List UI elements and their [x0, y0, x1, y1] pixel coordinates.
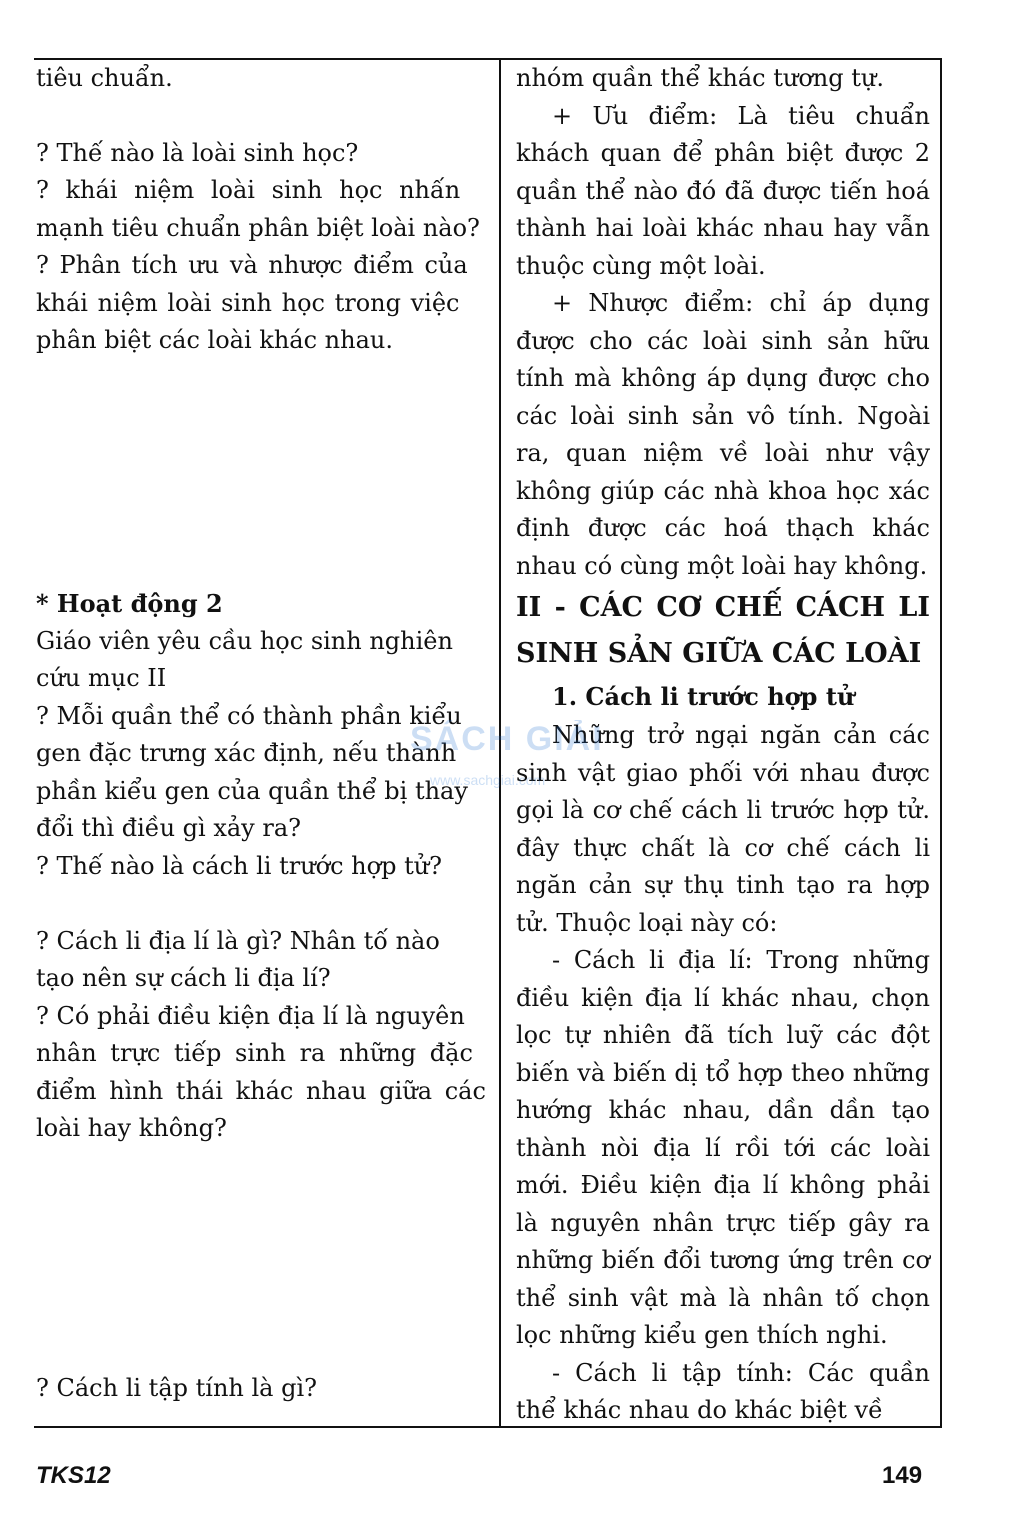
left-text-line: ? Thế nào là cách li trước hợp tử? — [36, 852, 443, 880]
left-text-line: ? Có phải điều kiện địa lí là nguyên — [36, 1002, 465, 1030]
left-text-line: đổi thì điều gì xảy ra? — [36, 814, 301, 842]
activity-heading: * Hoạt động 2 — [36, 589, 223, 618]
left-text-line: phân biệt các loài khác nhau. — [36, 326, 393, 354]
subsection-heading: 1. Cách li trước hợp tử — [552, 682, 855, 711]
watermark-url: www.sachgiai.com — [430, 772, 546, 788]
left-text-line: ? Phân tích ưu và nhược điểm của — [36, 251, 468, 279]
left-text-line: ? Thế nào là loài sinh học? — [36, 139, 359, 167]
left-text-line: ? Cách li địa lí là gì? Nhân tố nào — [36, 927, 440, 955]
left-text-line: tạo nên sự cách li địa lí? — [36, 964, 331, 992]
behavioral-isolation-paragraph: - Cách li tập tính: Các quần thể khác nhau do khác biệt về — [516, 1358, 930, 1424]
left-text-line: điểm hình thái khác nhau giữa các — [36, 1077, 486, 1105]
left-text-line: phần kiểu gen của quần thể bị thay — [36, 777, 468, 805]
left-text-line: ? khái niệm loài sinh học nhấn — [36, 176, 461, 204]
watermark-text: SÁCH GIẢI — [410, 720, 604, 758]
section-heading: II - CÁC CƠ CHẾ CÁCH LI SINH SẢN GIỮA CÁC LOÀI — [516, 592, 930, 669]
answer-paragraph: nhóm quần thể khác tương tự. — [516, 64, 884, 92]
disadvantage-paragraph: + Nhược điểm: chỉ áp dụng được cho các loài sinh sản hữu tính mà không áp dụng được cho các loài sinh sản vô tính. Ngoài ra, quan niệm về loài như vậy không giúp các nhà khoa học xác định được các hoá thạch khác nhau có cùng một loài hay không. — [516, 289, 930, 580]
left-text-line: loài hay không? — [36, 1114, 227, 1142]
left-text-line: ? Cách li tập tính là gì? — [36, 1374, 318, 1402]
page-number: 149 — [882, 1462, 923, 1489]
answer-paragraph: Những trở ngại ngăn cản các sinh vật giao phối với nhau được gọi là cơ chế cách li trước hợp tử. đây thực chất là cơ chế cách li ngăn cản sự thụ tinh tạo ra hợp tử. Thuộc loại này có: — [516, 721, 930, 937]
left-text-line: ? Mỗi quần thể có thành phần kiểu — [36, 702, 462, 730]
advantage-paragraph: + Ưu điểm: Là tiêu chuẩn khách quan để phân biệt được 2 quần thể nào đó đã được tiến hoá thành hai loài khác nhau hay vẫn thuộc cùng một loài. — [516, 101, 930, 280]
left-text-line: gen đặc trưng xác định, nếu thành — [36, 739, 457, 767]
column-divider — [499, 58, 501, 1428]
left-text-line: nhân trực tiếp sinh ra những đặc — [36, 1039, 473, 1067]
left-text-line: cứu mục II — [36, 664, 167, 692]
right-column-answers — [516, 60, 930, 1430]
left-text-line: khái niệm loài sinh học trong việc — [36, 289, 460, 317]
left-text-line: tiêu chuẩn. — [36, 64, 173, 92]
book-code: TKS12 — [36, 1462, 111, 1489]
left-text-line: mạnh tiêu chuẩn phân biệt loài nào? — [36, 214, 480, 242]
left-text-line: Giáo viên yêu cầu học sinh nghiên — [36, 627, 453, 655]
geographic-isolation-paragraph: - Cách li địa lí: Trong những điều kiện địa lí khác nhau, chọn lọc tự nhiên đã tích luỹ các đột biến và biến dị tổ hợp theo những hướng khác nhau, dần dần tạo thành nòi địa lí rồi tới các loài mới. Điều kiện địa lí không phải là nguyên nhân trực tiếp gây ra những biến đổi tương ứng trên cơ thể sinh vật mà là nhân tố chọn lọc những kiểu gen thích nghi. — [516, 946, 930, 1349]
